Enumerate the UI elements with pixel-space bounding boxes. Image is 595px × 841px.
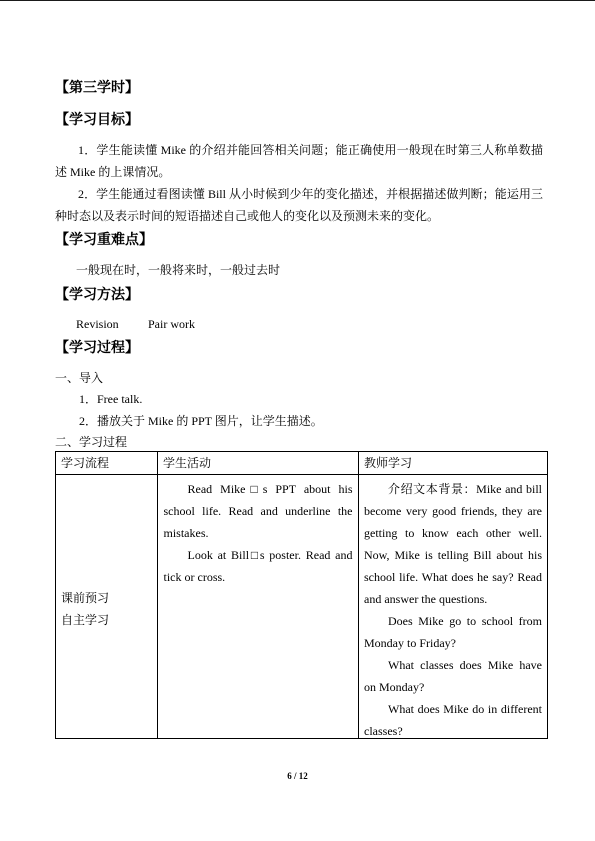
table-cell-teacher — [359, 475, 547, 738]
intro-step: 1．Free talk. — [79, 392, 143, 406]
intro-title: 一、导入 — [55, 371, 104, 385]
table-cell-stage — [56, 475, 157, 738]
table-header-stage: 学习流程 — [61, 456, 110, 470]
process-heading: 【学习过程】 — [55, 340, 139, 356]
key-points-heading: 【学习重难点】 — [55, 232, 153, 248]
stage-line: 课前预习 — [61, 591, 110, 605]
intro-step: 2．播放关于 Mike 的 PPT 图片，让学生描述。 — [79, 414, 323, 428]
objective-item: 2．学生能通过看图读懂 Bill 从小时候到少年的变化描述，并根据描述做判断；能运用三种时态以及表示时间的短语描述自己或他人的变化以及预测未来的变化。 — [55, 187, 543, 223]
teacher-paragraph: 介绍文本背景：Mike and bill become very good friends, they are getting to know each other well. Now, Mike is telling Bill about his school life. What does he say? Read and answer the questions. — [364, 482, 542, 606]
methods-heading: 【学习方法】 — [55, 287, 139, 303]
page-header-rule — [0, 0, 595, 1]
method-item: Pair work — [148, 317, 195, 331]
objectives-heading: 【学习目标】 — [55, 112, 139, 128]
lesson-title: 【第三学时】 — [55, 80, 139, 96]
key-points-text: 一般现在时，一般将来时，一般过去时 — [76, 263, 281, 277]
process-table — [55, 451, 548, 739]
study-title: 二、学习过程 — [55, 435, 128, 449]
activity-paragraph: Read Mike□s PPT about his school life. Read and underline the mistakes. — [163, 482, 353, 540]
stage-line: 自主学习 — [61, 613, 110, 627]
table-cell-student-activity — [158, 475, 358, 738]
page-number: 6 / 12 — [287, 771, 308, 781]
table-header-student-activity: 学生活动 — [163, 456, 212, 470]
activity-paragraph: Look at Bill□s poster. Read and tick or cross. — [163, 548, 353, 584]
objective-item: 1．学生能读懂 Mike 的介绍并能回答相关问题；能正确使用一般现在时第三人称单数描述 Mike 的上课情况。 — [55, 143, 543, 179]
method-item: Revision — [76, 317, 119, 331]
teacher-paragraph: What classes does Mike have on Monday? — [364, 658, 542, 694]
teacher-paragraph: What does Mike do in different classes? — [364, 702, 542, 738]
table-header-teacher: 教师学习 — [364, 456, 413, 470]
teacher-paragraph: Does Mike go to school from Monday to Friday? — [364, 614, 542, 650]
